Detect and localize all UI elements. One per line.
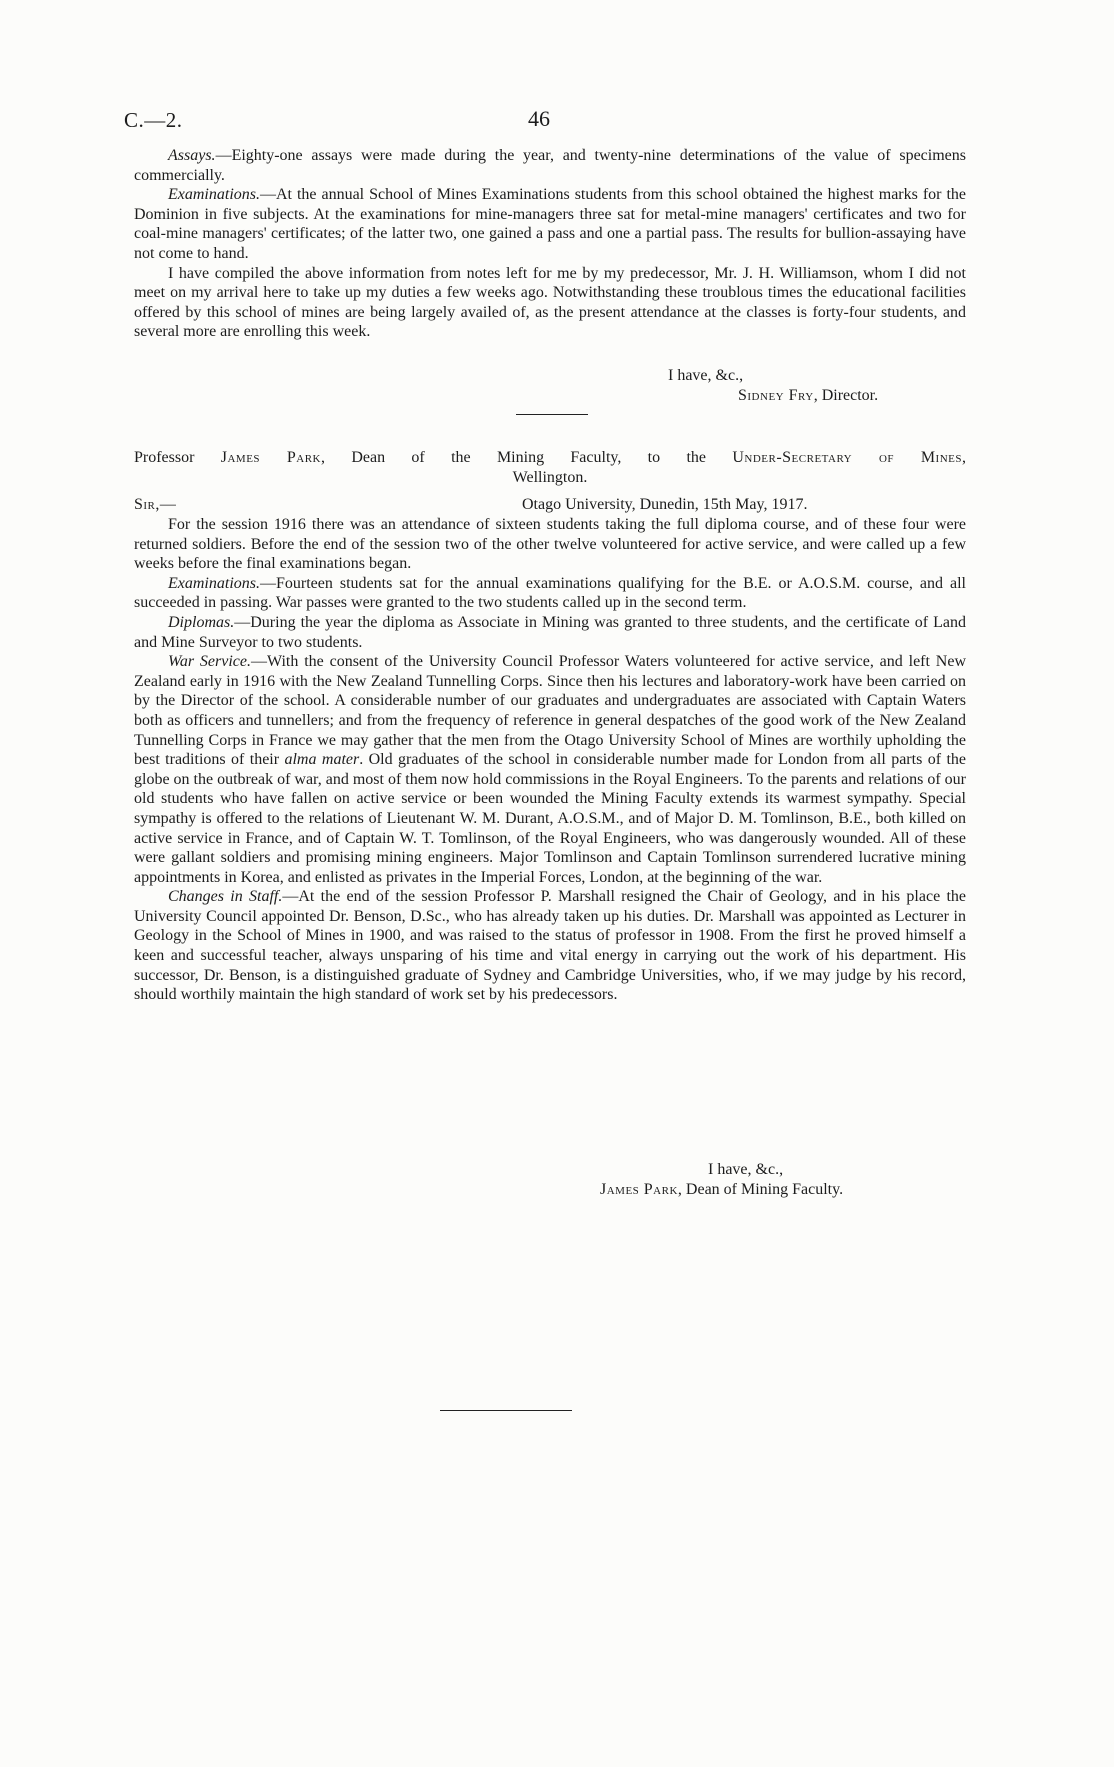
signature-title: , Director. bbox=[813, 387, 879, 404]
compiled-paragraph bbox=[134, 264, 966, 342]
session-text: For the session 1916 there was an attendance of sixteen students taking the full diploma course, and of these four were returned soldiers. Before the end of the session two of the other twelve volunteered for active service, and were called up a few weeks before the final examinations began. bbox=[134, 516, 966, 573]
war-service-paragraph bbox=[134, 652, 966, 887]
changes-text: —At the end of the session Professor P. Marshall resigned the Chair of Geology, and in his place the University Council appointed Dr. Benson, D.Sc., who has already taken up his duties. Dr. Marshall was appointed as Lecturer in Geology in the School of Mines in 1900, and was raised to the status of professor in 1908. From the first he proved himself a keen and successful teacher, always unsparing of his time and vital energy in carrying out the work of his department. His successor, Dr. Benson, is a distinguished graduate of Sydney and Cambridge Universities, who, if we may judge by his record, should worthily maintain the high standard of work set by his predecessors. bbox=[134, 888, 967, 1004]
alma-mater: alma mater bbox=[284, 751, 360, 769]
diplomas-text: —During the year the diploma as Associate in Mining was granted to three students, and the certificate of Land and Mine Surveyor to two students. bbox=[134, 613, 966, 651]
examinations-heading: Examinations. bbox=[168, 186, 260, 204]
examinations-heading: Examinations. bbox=[168, 574, 260, 592]
diplomas-heading: Diplomas. bbox=[168, 613, 235, 631]
assays-text: —Eighty-one assays were made during the year, and twenty-nine determinations of the value of specimens commercially. bbox=[134, 147, 966, 184]
address-sender: James Park bbox=[220, 449, 322, 466]
war-service-text-1: —With the consent of the University Council Professor Waters volunteered for active service, and left New Zealand early in 1916 with the New Zealand Tunnelling Corps. Since then his lectures and laboratory-work have been carried on by the Director of the school. A considerable number of our graduates and undergraduates are associated with Captain Waters both as officers and tunnellers; and from the frequency of reference in general despatches of the good work of the New Zealand Tunnelling Corps in France we may gather that the men from the Otago University School of Mines are worthily upholding the best traditions of their bbox=[134, 653, 967, 769]
war-service-heading: War Service. bbox=[168, 653, 252, 671]
report-one-body bbox=[134, 146, 966, 342]
report-two-address bbox=[134, 448, 966, 487]
address-middle: , Dean of the Mining Faculty, to the bbox=[321, 449, 733, 466]
assays-heading: Assays. bbox=[168, 147, 216, 164]
examinations-paragraph bbox=[134, 185, 966, 263]
section-divider bbox=[516, 414, 588, 415]
page-number: 46 bbox=[528, 106, 550, 131]
signature-name: Sidney Fry bbox=[738, 387, 814, 404]
report-one-signature bbox=[738, 386, 878, 406]
session-paragraph bbox=[134, 515, 966, 574]
report-two-body bbox=[134, 515, 966, 1005]
signature-title: , Dean of Mining Faculty. bbox=[677, 1181, 844, 1198]
changes-heading: Changes in Staff. bbox=[168, 888, 283, 906]
report-one-closing: I have, &c., bbox=[668, 367, 744, 384]
address-suffix: , bbox=[962, 449, 967, 466]
war-service-text-2: . Old graduates of the school in considerable number made for London from all parts of the globe on the outbreak of war, and most of them now hold commissions in the Royal Engineers. To the parents and relations of our old students who have fallen on active service or been wounded the Mining Faculty extends its warmest sympathy. Special sympathy is offered to the relations of Lieutenant W. M. Durant, A.O.S.M., and of Major D. M. Tomlinson, B.E., both killed on active service in France, and of Captain W. T. Tomlinson, of the Royal Engineers, who was dangerously wounded. All of these were gallant soldiers and promising mining engineers. Major Tomlinson and Captain Tomlinson surrendered lucrative mining appointments in Korea, and enlisted as privates in the Imperial Forces, London, at the beginning of the war. bbox=[134, 751, 966, 886]
document-code: C.—2. bbox=[124, 108, 183, 132]
examinations-text: —At the annual School of Mines Examinations students from this school obtained the highest marks for the Dominion in five subjects. At the examinations for mine-managers three sat for metal-mine managers' certificates and two for coal-mine managers' certificates; of the latter two, one gained a pass and one a partial pass. The results for bullion-assaying have not come to hand. bbox=[134, 186, 966, 262]
compiled-text: I have compiled the above information from notes left for me by my predecessor, Mr. J. H. Williamson, whom I did not meet on my arrival here to take up my duties a few weeks ago. Notwithstanding these troublous times the educational facilities offered by this school of mines are being largely availed of, as the present attendance at the classes is forty-four students, and several more are enrolling this week. bbox=[134, 264, 966, 341]
assays-paragraph bbox=[134, 146, 966, 185]
report-two-closing: I have, &c., bbox=[708, 1161, 784, 1178]
end-rule bbox=[440, 1410, 572, 1411]
address-prefix: Professor bbox=[134, 449, 221, 466]
changes-in-staff-paragraph bbox=[134, 887, 966, 1005]
signature-name: James Park bbox=[600, 1181, 678, 1198]
address-city: Wellington. bbox=[512, 468, 588, 486]
report-two-signature bbox=[600, 1180, 843, 1200]
address-line bbox=[134, 448, 966, 468]
examinations-text: —Fourteen students sat for the annual examinations qualifying for the B.E. or A.O.S.M. course, and all succeeded in passing. War passes were granted to the two students called up in the second term. bbox=[134, 574, 966, 612]
salutation: Sir,— bbox=[134, 496, 177, 513]
place-date: Otago University, Dunedin, 15th May, 1917. bbox=[522, 496, 808, 513]
examinations-paragraph bbox=[134, 574, 966, 613]
diplomas-paragraph bbox=[134, 613, 966, 652]
address-recipient: Under-Secretary of Mines bbox=[732, 449, 963, 466]
